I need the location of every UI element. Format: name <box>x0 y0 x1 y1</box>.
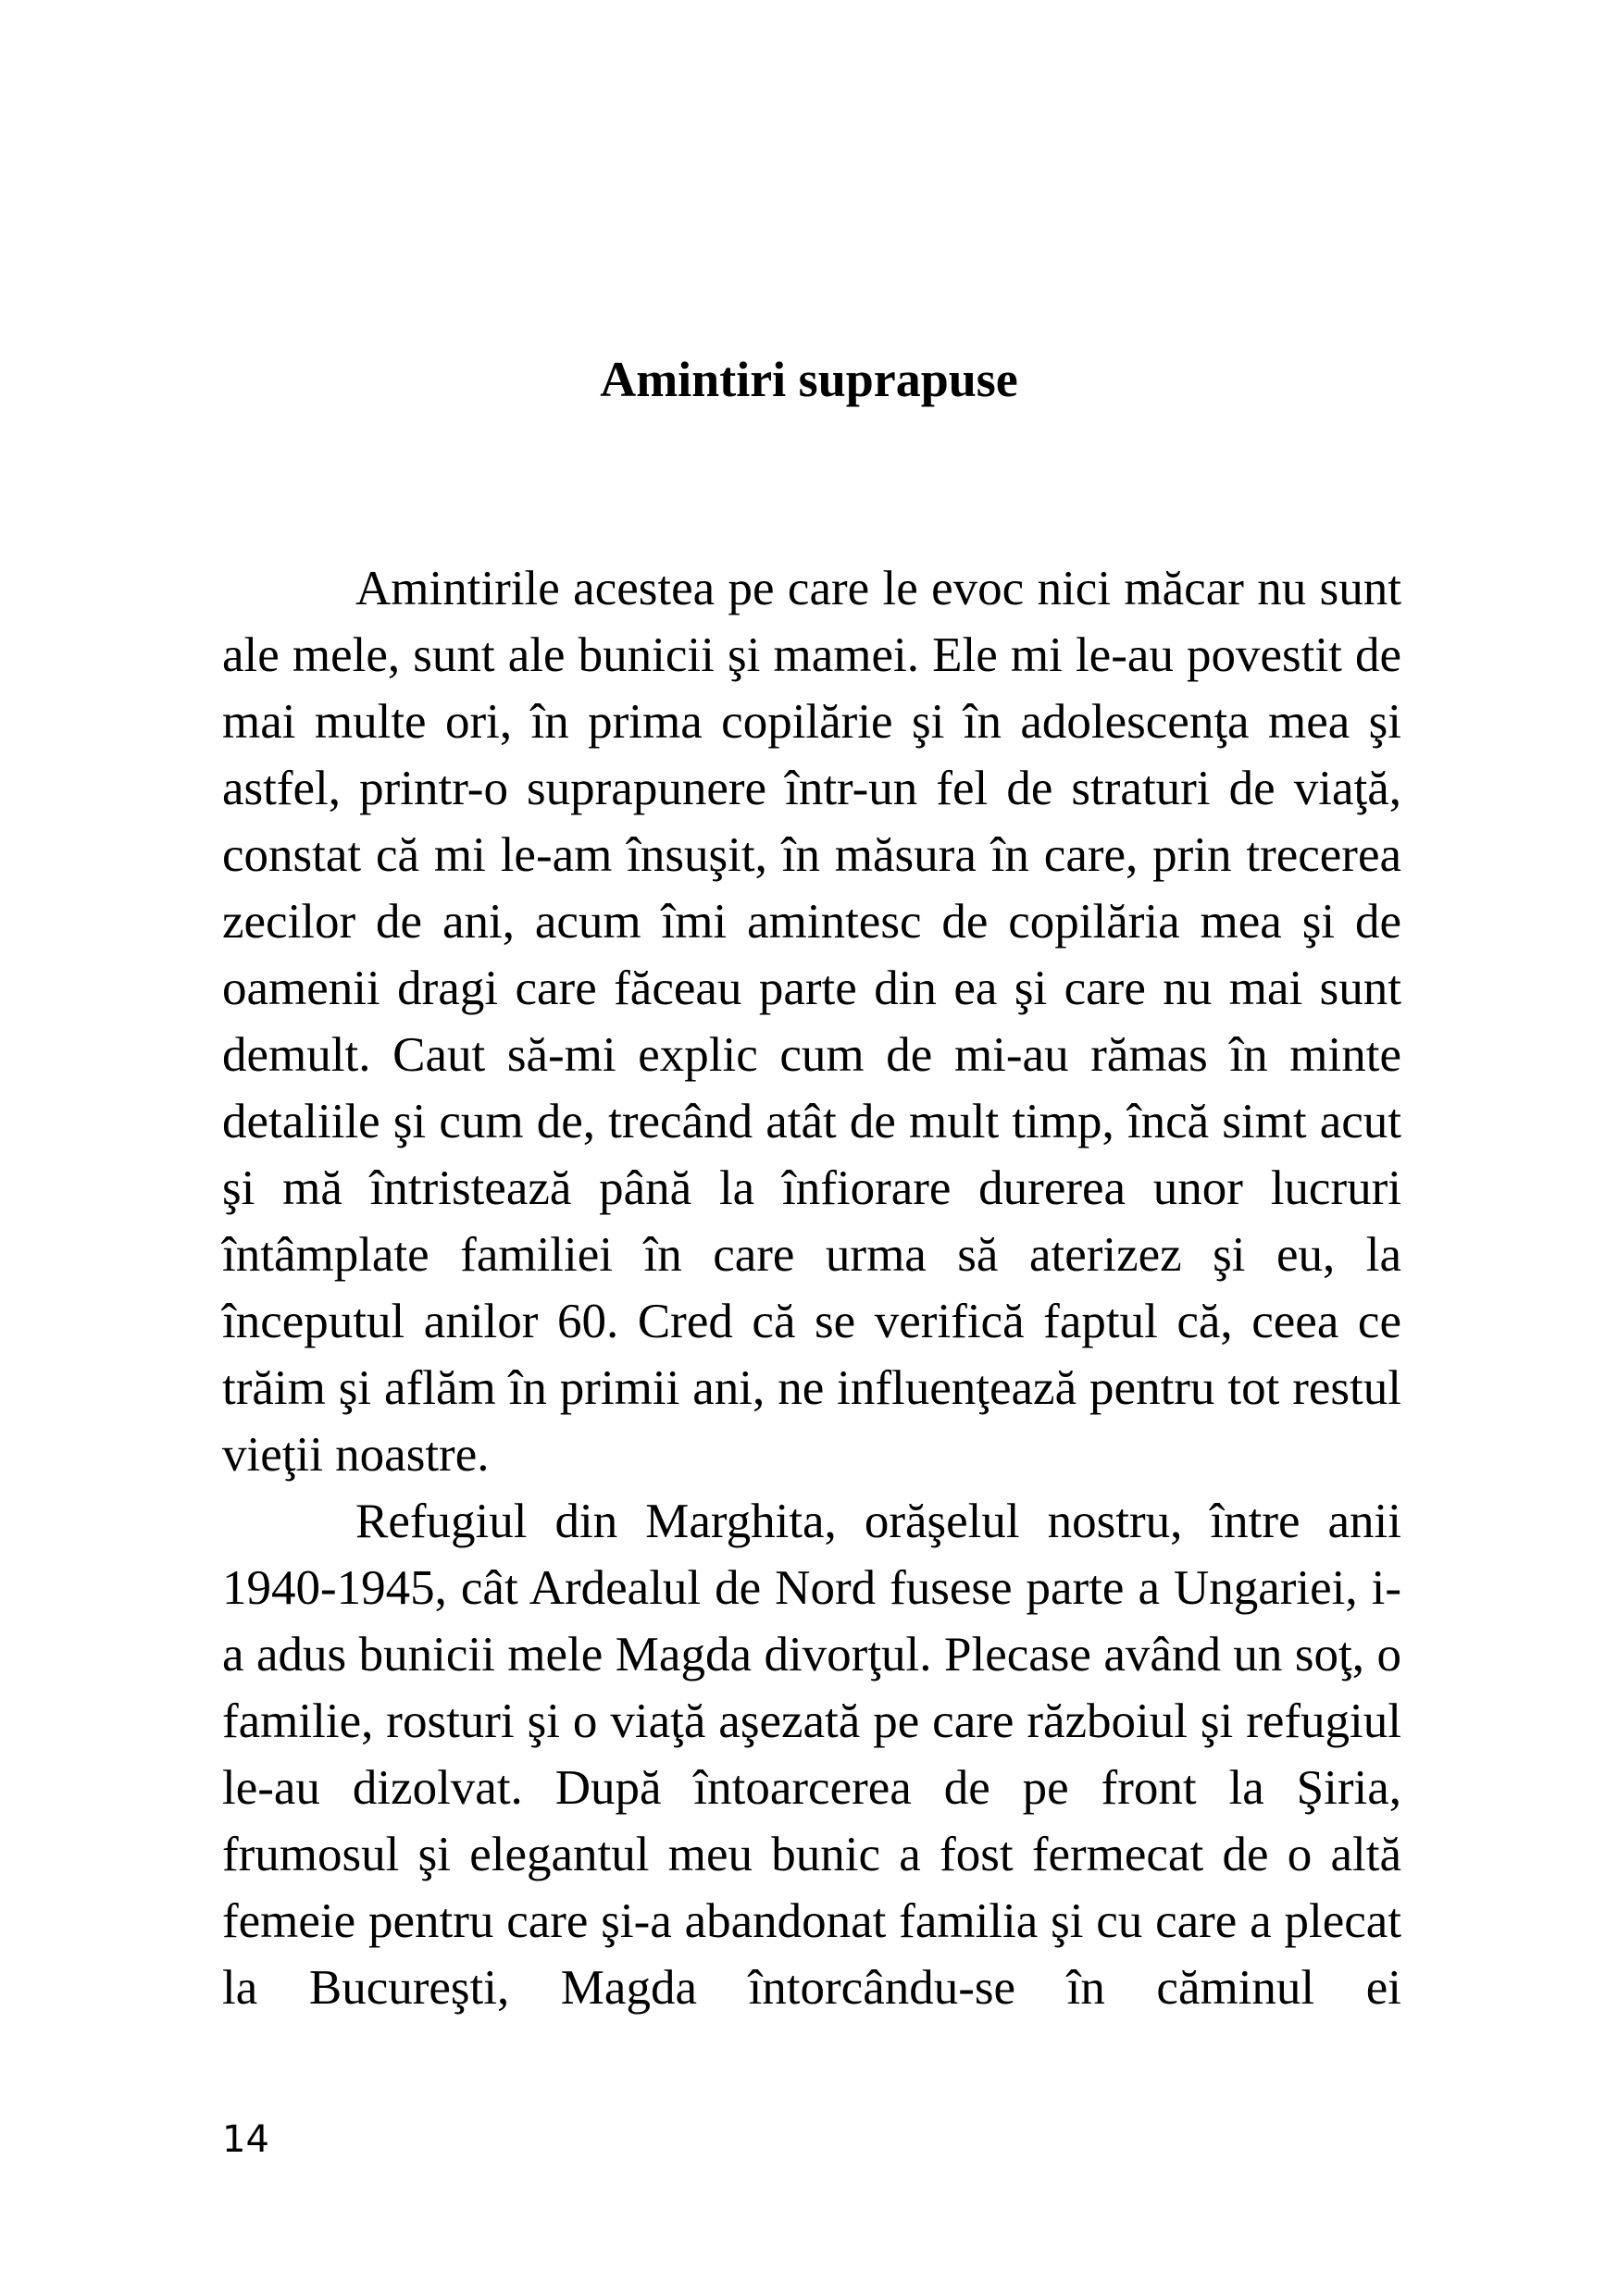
paragraph: Amintirile acestea pe care le evoc nici măcar nu sunt ale mele, sunt ale bunicii şi mamei. Ele mi le-au povestit de mai multe ori, în prima copilărie şi în adolescenţa mea şi astfel, printr-o suprapunere într-un fel de straturi de viaţă, constat că mi le-am însuşit, în măsura în care, prin trecerea zecilor de ani, acum îmi amintesc de copilăria mea şi de oamenii dragi care făceau parte din ea şi care nu mai sunt demult. Caut să-mi explic cum de mi-au rămas în minte detaliile şi cum de, trecând atât de mult timp, încă simt acut şi mă întristează până la înfiorare durerea unor lucruri întâmplate familiei în care urma să aterizez şi eu, la începutul anilor 60. Cred că se verifică faptul că, ceea ce trăim şi aflăm în primii ani, ne influenţează pentru tot restul vieţii noastre. <box>222 562 1401 1482</box>
chapter-body <box>222 555 1401 2021</box>
chapter-title: Amintiri suprapuse <box>600 352 1018 407</box>
paragraph: Refugiul din Marghita, orăşelul nostru, între anii 1940-1945, cât Ardealul de Nord fusese parte a Ungariei, i-a adus bunicii mele Magda divorţul. Plecase având un soţ, o familie, rosturi şi o viaţă aşezată pe care războiul şi refugiul le-au dizolvat. După întoarcerea de pe front la Şiria, frumosul şi elegantul meu bunic a fost fermecat de o altă femeie pentru care şi-a abandonat familia şi cu care a plecat la Bucureşti, Magda întorcându-se în căminul ei <box>222 1495 1401 2015</box>
page-number: 14 <box>222 2118 269 2161</box>
